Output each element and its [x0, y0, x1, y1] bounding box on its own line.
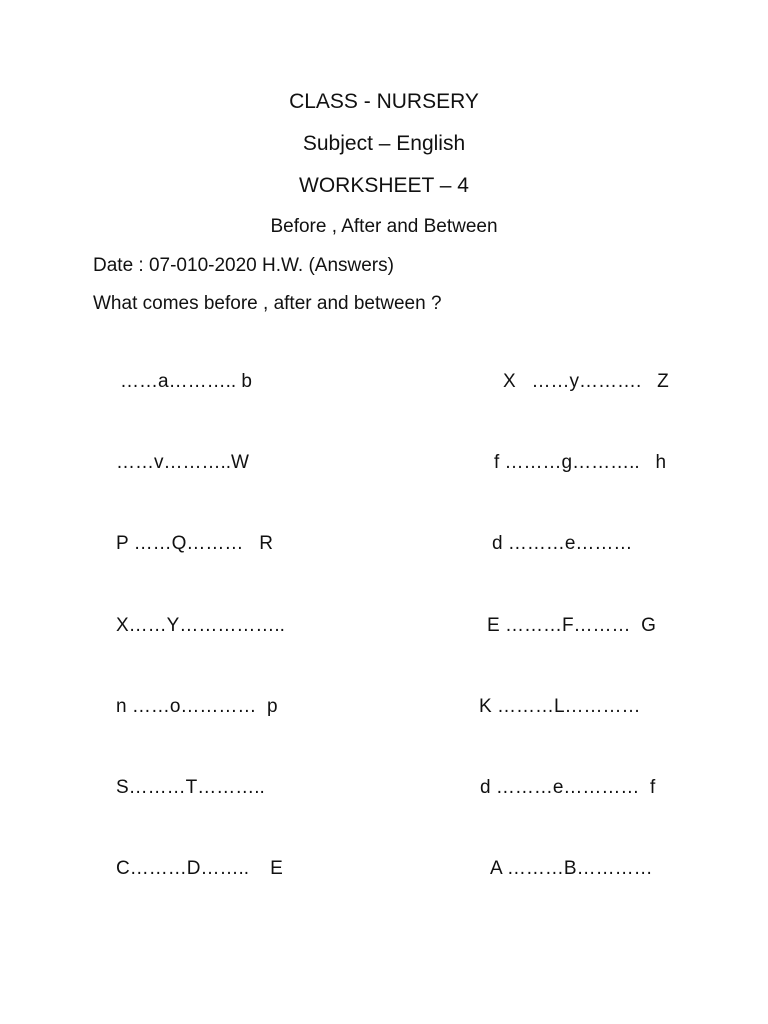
- date-line: Date : 07-010-2020 H.W. (Answers): [93, 255, 394, 276]
- exercise-right-3: d ………e………: [492, 533, 633, 554]
- exercise-left-1: ……a……….. b: [120, 371, 252, 392]
- exercise-left-5: n ……o………… p: [116, 696, 278, 717]
- exercise-right-4: E ………F……… G: [487, 615, 656, 636]
- class-heading: CLASS - NURSERY: [289, 90, 479, 113]
- exercise-left-3: P ……Q……… R: [116, 533, 273, 554]
- exercise-right-2: f ………g……….. h: [494, 452, 667, 473]
- subject-heading: Subject – English: [302, 132, 466, 155]
- exercise-left-7: C………D…….. E: [116, 858, 283, 879]
- exercise-right-7: A ………B…………: [490, 858, 653, 879]
- worksheet-heading: WORKSHEET – 4: [299, 174, 469, 197]
- exercise-right-1: X ……y………. Z: [503, 371, 669, 392]
- exercise-right-5: K ………L…………: [479, 696, 641, 717]
- question-line: What comes before , after and between ?: [93, 293, 442, 314]
- exercise-left-2: ……v………..W: [116, 452, 249, 473]
- topic-heading: Before , After and Between: [270, 216, 498, 237]
- exercise-right-6: d ………e………… f: [480, 777, 656, 798]
- exercise-left-4: X……Y……………..: [116, 615, 285, 636]
- exercise-left-6: S………T………..: [116, 777, 265, 798]
